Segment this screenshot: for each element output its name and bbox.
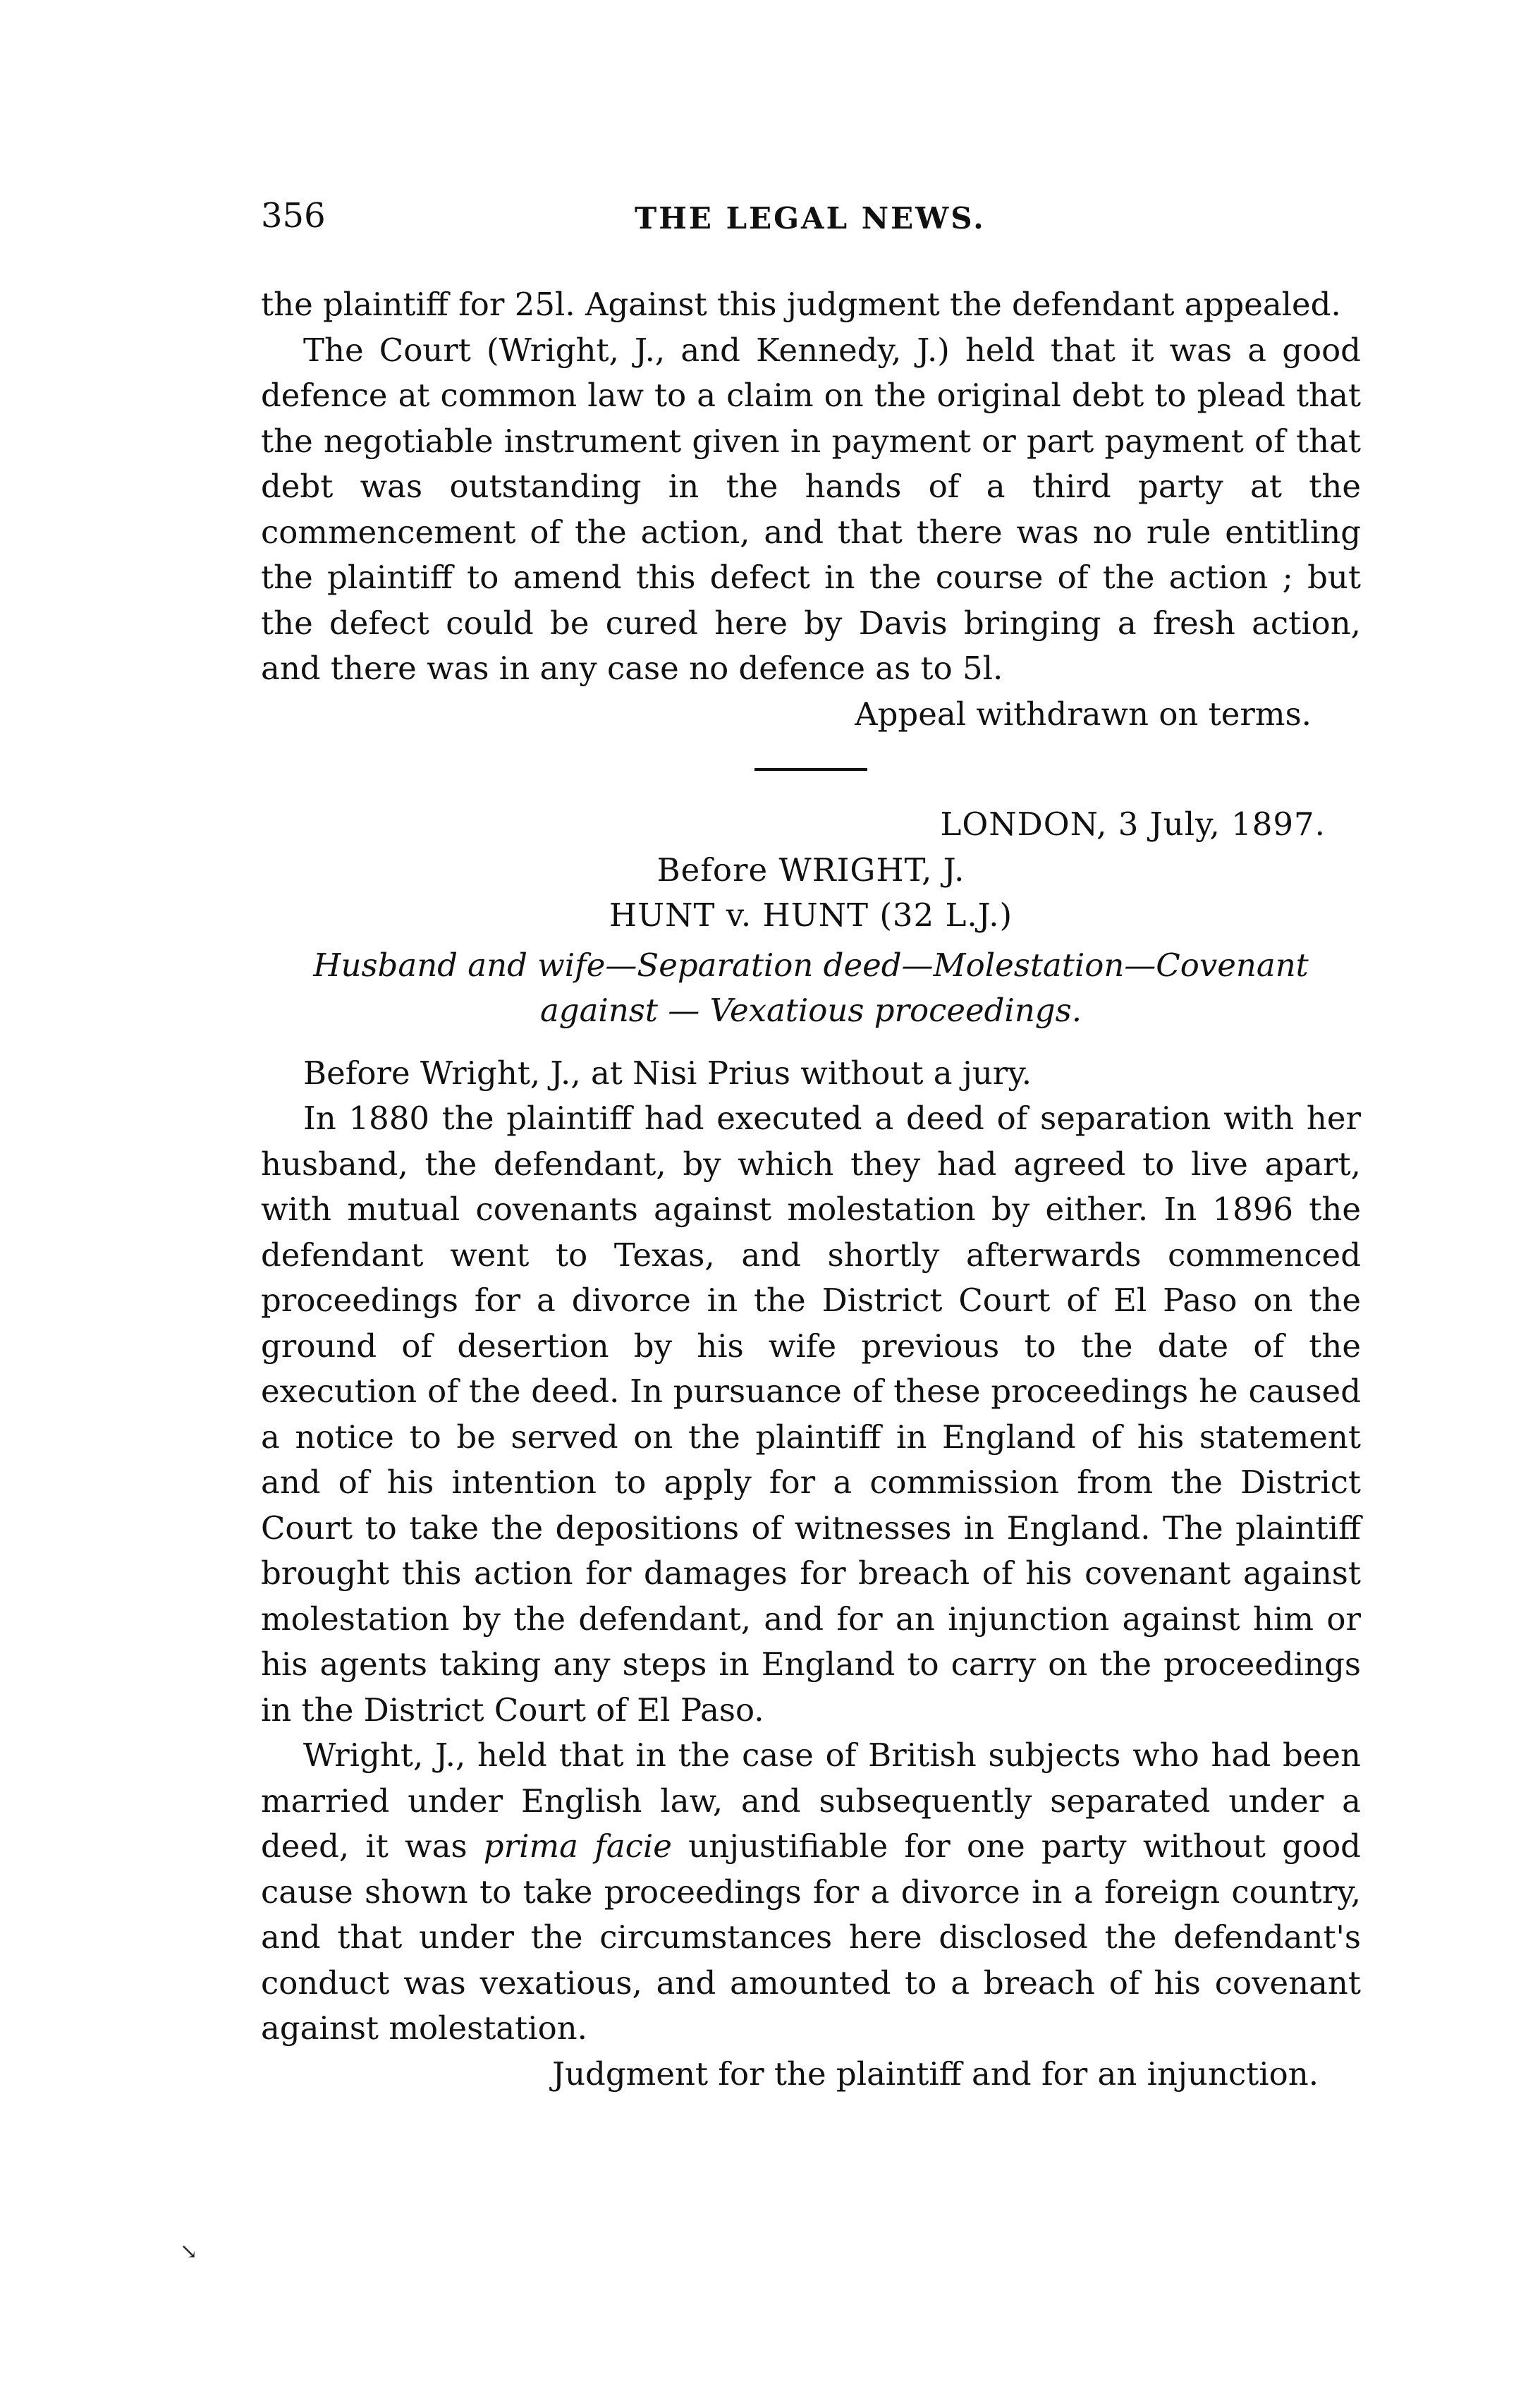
judgment-text-end: unjustifiable for one party without good cause shown to take proceedings for a divorce in a foreign country, and that under the circumstances here disclosed the defendant's conduct was vexatious, and amounted to a breach of his covenant against molestation. (261, 1827, 1361, 2047)
text-column (261, 282, 1361, 2097)
judgment-latin-phrase: prima facie (483, 1827, 672, 1865)
paragraph-court-holding: The Court (Wright, J., and Kennedy, J.) held that it was a good defence at common law to a claim on the original debt to plead that the negotiable instrument given in payment or part payment of that debt was outstanding in the hands of a third party at the commencement of the action, and that there was no rule entitling the plaintiff to amend this defect in the course of the action ; but the defect could be cured here by Davis bringing a fresh action, and there was in any case no defence as to 5l. (261, 331, 1361, 687)
judge-line: Before WRIGHT, J. (656, 851, 965, 889)
judgment-outcome: Judgment for the plaintiff and for an injunction. (552, 2055, 1319, 2093)
paragraph-hearing: Before Wright, J., at Nisi Prius without a jury. (303, 1054, 1032, 1092)
page-number: 356 (261, 196, 326, 236)
page-header (261, 195, 1368, 251)
paragraph-facts: In 1880 the plaintiff had executed a deed of separation with her husband, the defendant, by which they had agreed to live apart, with mutual covenants against molestation by either. In 1896 the defendant went to Texas, and shortly afterwards commenced proceedings for a divorce in the District Court of El Paso on the ground of desertion by his wife previous to the date of the execution of the deed. In pursuance of these proceedings he caused a notice to be served on the plaintiff in England of his statement and of his intention to apply for a commission from the District Court to take the depositions of witnesses in England. The plaintiff brought this action for damages for breach of his covenant against molestation by the defendant, and for an injunction against him or his agents taking any steps in England to carry on the proceedings in the District Court of El Paso. (261, 1100, 1361, 1729)
case-name: HUNT v. HUNT (32 L.J.) (609, 896, 1013, 934)
running-title: THE LEGAL NEWS. (635, 201, 986, 236)
section-divider (754, 768, 867, 771)
appeal-outcome: Appeal withdrawn on terms. (855, 695, 1312, 733)
judgment-text-start: Wright, J., held that in the case of British subjects who had been married under English law, and subsequently separated under a deed, it was (261, 1736, 1361, 1865)
date-line: LONDON, 3 July, 1897. (940, 805, 1326, 843)
paragraph-continuation: the plaintiff for 25l. Against this judgment the defendant appealed. (261, 286, 1341, 323)
stray-ink-mark: ↘ (180, 2239, 198, 2264)
case-headnote: Husband and wife—Separation deed—Molestation—Covenant against — Vexatious proceedings. (313, 946, 1309, 1029)
paragraph-judgment (261, 1733, 1361, 2052)
